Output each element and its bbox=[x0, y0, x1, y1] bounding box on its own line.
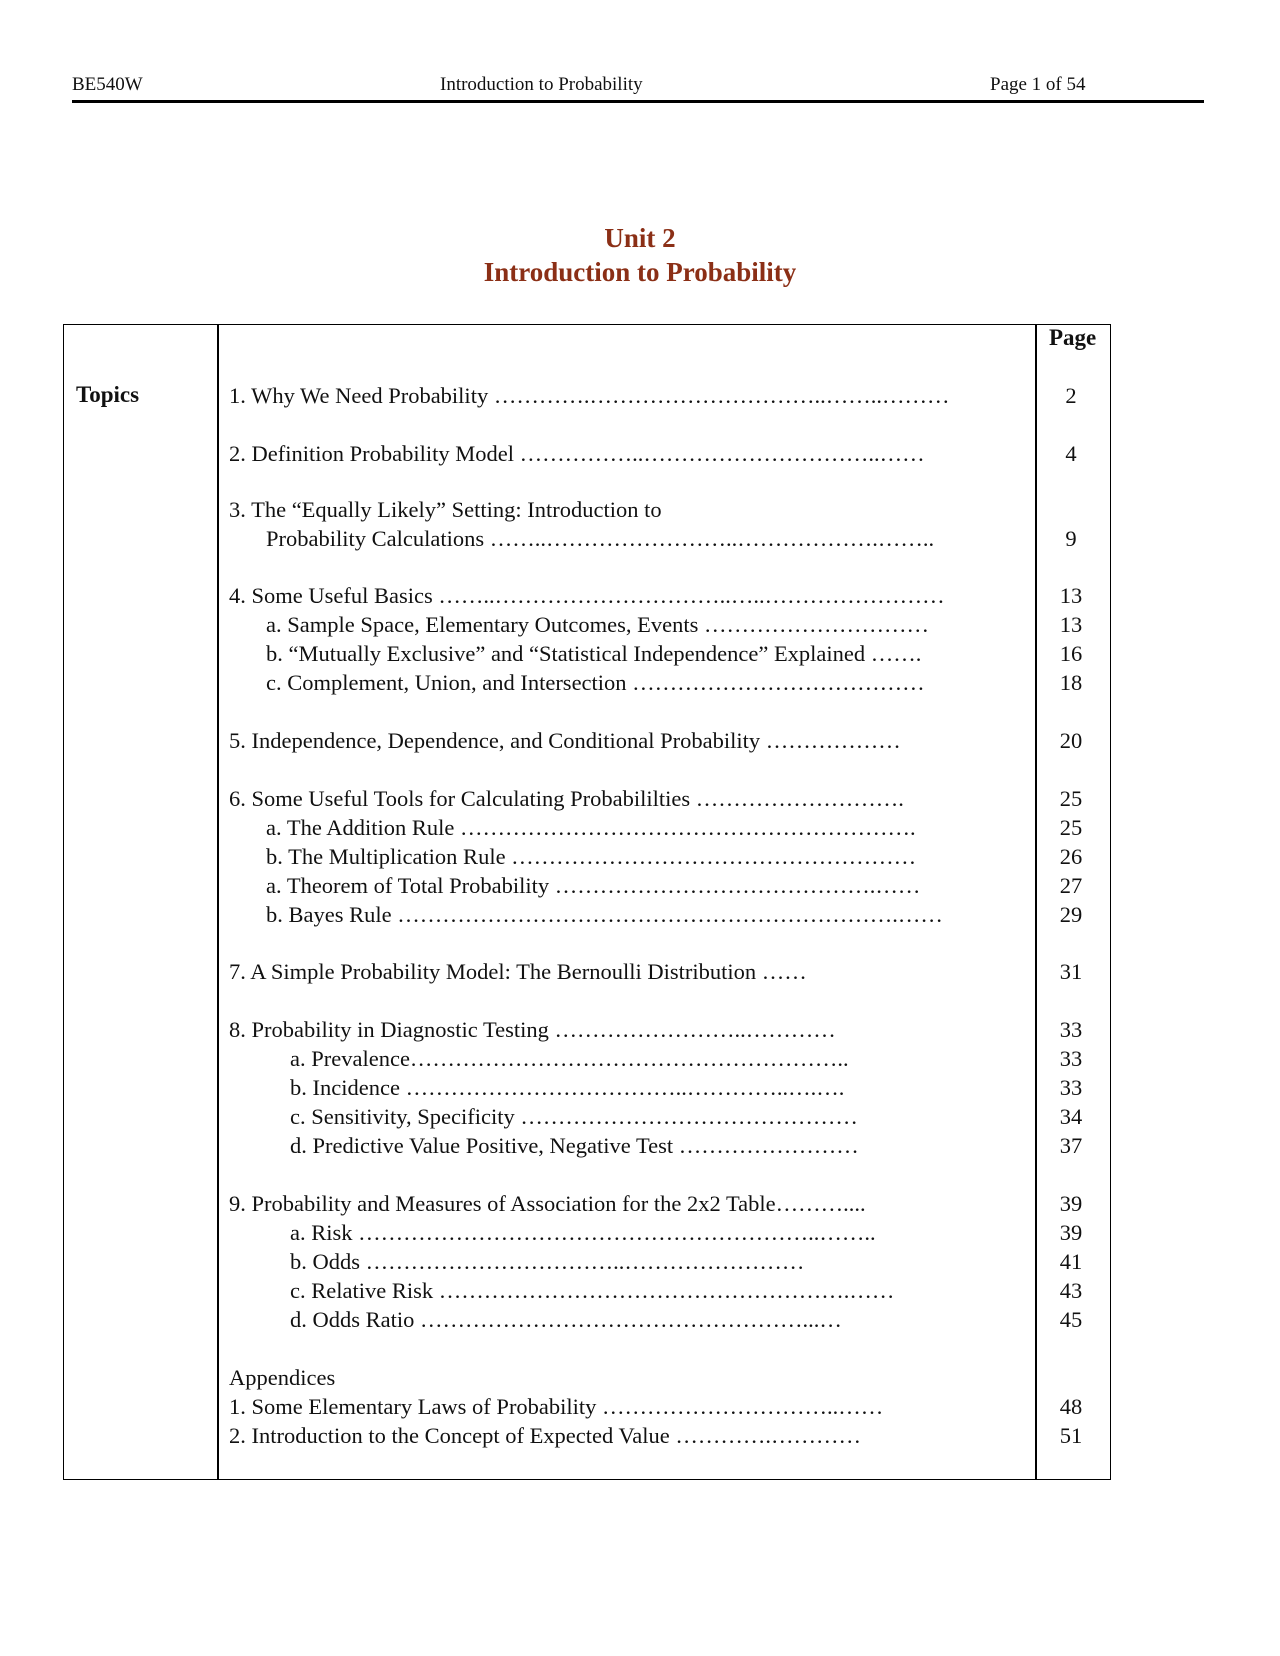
header-divider bbox=[72, 100, 1204, 103]
toc-entry[interactable]: 2. Definition Probability Model ……………..…………………………..…… bbox=[229, 441, 925, 466]
toc-page: 25 bbox=[1059, 786, 1083, 811]
column-divider-left bbox=[217, 325, 219, 1479]
toc-entry[interactable]: 4. Some Useful Basics ……..…………………………..…..…………………… bbox=[229, 583, 945, 608]
toc-subentry[interactable]: b. The Multiplication Rule ……………………………………………… bbox=[266, 844, 917, 869]
toc-page: 31 bbox=[1059, 959, 1083, 984]
toc-page: 45 bbox=[1059, 1307, 1083, 1332]
toc-page: 43 bbox=[1059, 1278, 1083, 1303]
toc-page: 33 bbox=[1059, 1017, 1083, 1042]
toc-page: 41 bbox=[1059, 1249, 1083, 1274]
topics-label: Topics bbox=[76, 382, 140, 407]
toc-entry[interactable]: Probability Calculations ……..……………………..……………….…….. bbox=[266, 526, 935, 551]
header-title: Introduction to Probability bbox=[440, 74, 643, 95]
toc-page: 4 bbox=[1065, 441, 1077, 466]
toc-page: 18 bbox=[1059, 670, 1083, 695]
toc-subentry[interactable]: a. The Addition Rule ……………………………………………………. bbox=[266, 815, 916, 840]
page-column-header: Page bbox=[1049, 325, 1097, 350]
toc-page: 51 bbox=[1059, 1423, 1083, 1448]
toc-page: 20 bbox=[1059, 728, 1083, 753]
contents-table bbox=[63, 324, 1111, 1480]
toc-subentry[interactable]: a. Sample Space, Elementary Outcomes, Events ………………………… bbox=[266, 612, 929, 637]
unit-title: Unit 2 bbox=[604, 223, 676, 253]
toc-entry[interactable]: 8. Probability in Diagnostic Testing ……………………..………… bbox=[229, 1017, 836, 1042]
toc-subentry[interactable]: c. Sensitivity, Specificity ……………………………………… bbox=[290, 1104, 858, 1129]
toc-page: 39 bbox=[1059, 1220, 1083, 1245]
toc-page: 33 bbox=[1059, 1075, 1083, 1100]
document-title: Introduction to Probability bbox=[483, 257, 797, 287]
page-header bbox=[72, 72, 1204, 98]
toc-page: 48 bbox=[1059, 1394, 1083, 1419]
toc-entry[interactable]: 6. Some Useful Tools for Calculating Probabililties ………………………. bbox=[229, 786, 904, 811]
toc-page: 34 bbox=[1059, 1104, 1083, 1129]
toc-page: 13 bbox=[1059, 583, 1083, 608]
appendices-heading: Appendices bbox=[229, 1365, 336, 1390]
toc-entry[interactable]: 7. A Simple Probability Model: The Bernoulli Distribution …… bbox=[229, 959, 807, 984]
page-number: Page 1 of 54 bbox=[990, 74, 1086, 95]
toc-page: 29 bbox=[1059, 902, 1083, 927]
toc-page: 33 bbox=[1059, 1046, 1083, 1071]
toc-page: 26 bbox=[1059, 844, 1083, 869]
toc-page: 37 bbox=[1059, 1133, 1083, 1158]
toc-subentry[interactable]: b. “Mutually Exclusive” and “Statistical Independence” Explained ……. bbox=[266, 641, 922, 666]
toc-entry[interactable]: 5. Independence, Dependence, and Conditional Probability ……………… bbox=[229, 728, 901, 753]
toc-subentry[interactable]: b. Incidence ………………………………..…………..….…. bbox=[290, 1075, 845, 1100]
toc-page: 39 bbox=[1059, 1191, 1083, 1216]
column-divider-right bbox=[1035, 325, 1037, 1479]
toc-entry[interactable]: 1. Why We Need Probability ………….…………………………..……..……… bbox=[229, 383, 950, 408]
toc-entry[interactable]: 3. The “Equally Likely” Setting: Introduction to bbox=[229, 497, 662, 522]
toc-page: 2 bbox=[1065, 383, 1077, 408]
toc-page: 27 bbox=[1059, 873, 1083, 898]
toc-subentry[interactable]: a. Theorem of Total Probability …………………………………….…… bbox=[266, 873, 921, 898]
toc-page: 25 bbox=[1059, 815, 1083, 840]
toc-page: 13 bbox=[1059, 612, 1083, 637]
toc-subentry[interactable]: a. Prevalence………………………………………………….. bbox=[290, 1046, 849, 1071]
toc-subentry[interactable]: d. Predictive Value Positive, Negative Test …………………… bbox=[290, 1133, 859, 1158]
toc-subentry[interactable]: c. Complement, Union, and Intersection ………………………………… bbox=[266, 670, 925, 695]
toc-entry[interactable]: 9. Probability and Measures of Association for the 2x2 Table……….... bbox=[229, 1191, 866, 1216]
toc-page: 9 bbox=[1065, 526, 1077, 551]
toc-subentry[interactable]: a. Risk ……………………………………………………..…….. bbox=[290, 1220, 876, 1245]
toc-entry[interactable]: 1. Some Elementary Laws of Probability …………………………..…… bbox=[229, 1394, 884, 1419]
toc-entry[interactable]: 2. Introduction to the Concept of Expected Value ………….………… bbox=[229, 1423, 861, 1448]
toc-subentry[interactable]: b. Odds ……………………………..…………………… bbox=[290, 1249, 805, 1274]
toc-subentry[interactable]: b. Bayes Rule ………………………………………………………….…… bbox=[266, 902, 943, 927]
toc-subentry[interactable]: c. Relative Risk ……………………………………………….…… bbox=[290, 1278, 895, 1303]
toc-subentry[interactable]: d. Odds Ratio ……………………………………………...… bbox=[290, 1307, 842, 1332]
toc-page: 16 bbox=[1059, 641, 1083, 666]
course-code: BE540W bbox=[72, 74, 143, 95]
